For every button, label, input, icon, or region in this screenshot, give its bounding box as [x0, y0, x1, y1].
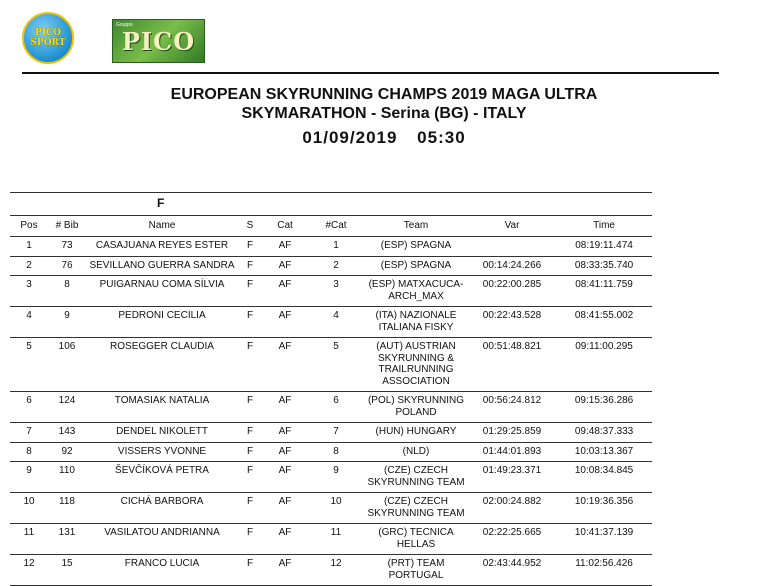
cell-time: 10:41:37.139	[556, 524, 652, 555]
header-divider	[22, 72, 719, 74]
table-row	[10, 555, 652, 586]
cell-name: DENDEL NIKOLETT	[86, 423, 238, 443]
section-row	[10, 193, 652, 216]
table-row	[10, 338, 652, 392]
table-row	[10, 524, 652, 555]
table-row	[10, 237, 652, 257]
cell-cat: AF	[262, 423, 308, 443]
cell-var: 00:51:48.821	[468, 338, 556, 392]
col-team: Team	[364, 216, 468, 237]
cell-cat: AF	[262, 338, 308, 392]
table-header	[10, 216, 652, 237]
cell-pos: 12	[10, 555, 48, 586]
cell-name: FRANCO LUCIA	[86, 555, 238, 586]
cell-name: CICHÁ BARBORA	[86, 493, 238, 524]
cell-name: PEDRONI CECILIA	[86, 307, 238, 338]
cell-team: (ESP) MATXACUCA-ARCH_MAX	[364, 276, 468, 307]
cell-name: ŠEVČÍKOVÁ PETRA	[86, 462, 238, 493]
table-row	[10, 442, 652, 462]
pico-sport-logo	[22, 12, 74, 64]
logo-right-small: Gruppo	[116, 22, 133, 28]
cell-team: (ESP) SPAGNA	[364, 256, 468, 276]
cell-var: 00:22:00.285	[468, 276, 556, 307]
table-row	[10, 493, 652, 524]
event-date: 01/09/2019	[302, 128, 398, 147]
col-catpos: #Cat	[308, 216, 364, 237]
cell-pos: 4	[10, 307, 48, 338]
cell-sex: F	[238, 462, 262, 493]
cell-time: 10:19:36.356	[556, 493, 652, 524]
cell-pos: 8	[10, 442, 48, 462]
logo-right-text: PICO	[121, 26, 196, 56]
cell-cat: AF	[262, 555, 308, 586]
cell-var: 00:14:24.266	[468, 256, 556, 276]
cell-team: (PRT) TEAM PORTUGAL	[364, 555, 468, 586]
cell-time: 08:41:11.759	[556, 276, 652, 307]
cell-pos: 5	[10, 338, 48, 392]
cell-var: 01:29:25.859	[468, 423, 556, 443]
cell-bib: 15	[48, 555, 86, 586]
cell-team: (AUT) AUSTRIAN SKYRUNNING & TRAILRUNNING ASSOCIATION	[364, 338, 468, 392]
col-name: Name	[86, 216, 238, 237]
cell-time: 09:11:00.295	[556, 338, 652, 392]
table-row	[10, 462, 652, 493]
cell-var: 00:22:43.528	[468, 307, 556, 338]
cell-var: 02:22:25.665	[468, 524, 556, 555]
pico-group-logo	[112, 19, 205, 63]
cell-sex: F	[238, 493, 262, 524]
cell-catpos: 4	[308, 307, 364, 338]
cell-name: CASAJUANA REYES ESTER	[86, 237, 238, 257]
cell-catpos: 8	[308, 442, 364, 462]
cell-cat: AF	[262, 256, 308, 276]
cell-pos: 6	[10, 392, 48, 423]
col-time: Time	[556, 216, 652, 237]
cell-var: 02:00:24.882	[468, 493, 556, 524]
cell-bib: 124	[48, 392, 86, 423]
cell-time: 09:48:37.333	[556, 423, 652, 443]
cell-sex: F	[238, 276, 262, 307]
cell-catpos: 2	[308, 256, 364, 276]
cell-team: (HUN) HUNGARY	[364, 423, 468, 443]
results-table	[10, 192, 652, 586]
cell-team: (ESP) SPAGNA	[364, 237, 468, 257]
cell-team: (GRC) TECNICA HELLAS	[364, 524, 468, 555]
cell-catpos: 6	[308, 392, 364, 423]
cell-var: 01:44:01.893	[468, 442, 556, 462]
table-row	[10, 307, 652, 338]
cell-catpos: 1	[308, 237, 364, 257]
cell-var: 02:43:44.952	[468, 555, 556, 586]
cell-time: 09:15:36.286	[556, 392, 652, 423]
col-sex: S	[238, 216, 262, 237]
cell-bib: 110	[48, 462, 86, 493]
cell-name: VISSERS YVONNE	[86, 442, 238, 462]
cell-name: VASILATOU ANDRIANNA	[86, 524, 238, 555]
cell-bib: 131	[48, 524, 86, 555]
cell-cat: AF	[262, 237, 308, 257]
cell-var: 01:49:23.371	[468, 462, 556, 493]
cell-sex: F	[238, 338, 262, 392]
cell-pos: 3	[10, 276, 48, 307]
cell-sex: F	[238, 555, 262, 586]
cell-catpos: 9	[308, 462, 364, 493]
cell-catpos: 11	[308, 524, 364, 555]
section-label: F	[10, 193, 652, 216]
cell-pos: 7	[10, 423, 48, 443]
cell-pos: 11	[10, 524, 48, 555]
cell-bib: 143	[48, 423, 86, 443]
cell-sex: F	[238, 392, 262, 423]
cell-cat: AF	[262, 392, 308, 423]
cell-cat: AF	[262, 307, 308, 338]
cell-pos: 9	[10, 462, 48, 493]
cell-catpos: 3	[308, 276, 364, 307]
cell-catpos: 12	[308, 555, 364, 586]
table-row	[10, 256, 652, 276]
cell-cat: AF	[262, 493, 308, 524]
table-row	[10, 276, 652, 307]
cell-name: PUIGARNAU COMA SÍLVIA	[86, 276, 238, 307]
cell-team: (CZE) CZECH SKYRUNNING TEAM	[364, 493, 468, 524]
cell-sex: F	[238, 524, 262, 555]
cell-bib: 8	[48, 276, 86, 307]
cell-cat: AF	[262, 462, 308, 493]
event-datetime	[0, 128, 768, 148]
cell-sex: F	[238, 307, 262, 338]
cell-bib: 9	[48, 307, 86, 338]
cell-catpos: 5	[308, 338, 364, 392]
cell-bib: 73	[48, 237, 86, 257]
table-row	[10, 423, 652, 443]
col-var: Var	[468, 216, 556, 237]
cell-sex: F	[238, 237, 262, 257]
event-title-line2: SKYMARATHON - Serina (BG) - ITALY	[241, 105, 527, 122]
col-pos: Pos	[10, 216, 48, 237]
cell-team: (CZE) CZECH SKYRUNNING TEAM	[364, 462, 468, 493]
cell-time: 10:03:13.367	[556, 442, 652, 462]
cell-team: (POL) SKYRUNNING POLAND	[364, 392, 468, 423]
cell-var: 00:56:24.812	[468, 392, 556, 423]
col-cat: Cat	[262, 216, 308, 237]
cell-bib: 92	[48, 442, 86, 462]
event-time: 05:30	[417, 128, 466, 147]
cell-bib: 106	[48, 338, 86, 392]
table-row	[10, 392, 652, 423]
cell-catpos: 10	[308, 493, 364, 524]
logo-left-line2: SPORT	[30, 38, 66, 48]
cell-time: 10:08:34.845	[556, 462, 652, 493]
cell-catpos: 7	[308, 423, 364, 443]
cell-time: 08:41:55.002	[556, 307, 652, 338]
cell-time: 08:33:35.740	[556, 256, 652, 276]
cell-sex: F	[238, 442, 262, 462]
cell-team: (ITA) NAZIONALE ITALIANA FISKY	[364, 307, 468, 338]
cell-pos: 1	[10, 237, 48, 257]
cell-time: 08:19:11.474	[556, 237, 652, 257]
cell-bib: 118	[48, 493, 86, 524]
logo-left-line1: PICO	[35, 28, 61, 38]
cell-cat: AF	[262, 524, 308, 555]
cell-cat: AF	[262, 442, 308, 462]
col-bib: # Bib	[48, 216, 86, 237]
cell-name: TOMASIAK NATALIA	[86, 392, 238, 423]
cell-time: 11:02:56.426	[556, 555, 652, 586]
cell-sex: F	[238, 256, 262, 276]
event-title-line1: EUROPEAN SKYRUNNING CHAMPS 2019 MAGA ULTRA	[170, 86, 598, 103]
cell-name: ROSEGGER CLAUDIA	[86, 338, 238, 392]
cell-cat: AF	[262, 276, 308, 307]
cell-name: SEVILLANO GUERRA SANDRA	[86, 256, 238, 276]
cell-bib: 76	[48, 256, 86, 276]
cell-team: (NLD)	[364, 442, 468, 462]
cell-var	[468, 237, 556, 257]
cell-pos: 2	[10, 256, 48, 276]
cell-sex: F	[238, 423, 262, 443]
cell-pos: 10	[10, 493, 48, 524]
